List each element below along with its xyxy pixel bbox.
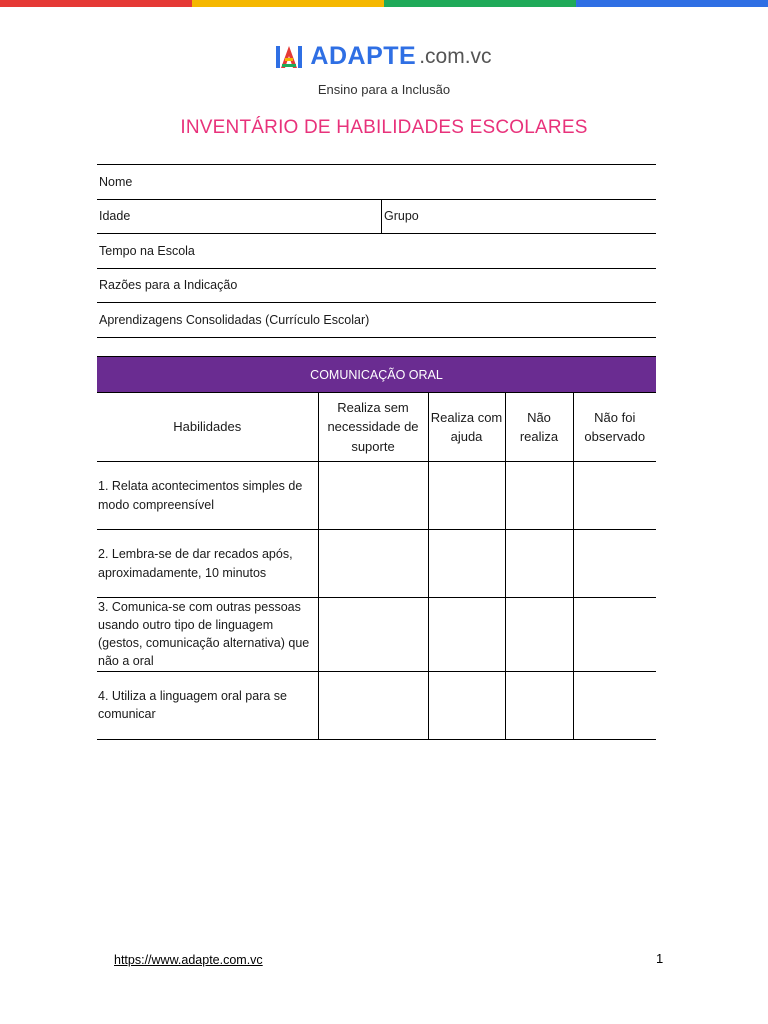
top-bar-blue [576, 0, 768, 7]
label-grupo[interactable]: Grupo [384, 209, 419, 224]
checkbox-cell[interactable] [318, 462, 428, 530]
column-header: Não realiza [505, 393, 573, 462]
checkbox-cell[interactable] [428, 598, 505, 672]
logo-mark-icon [276, 44, 302, 70]
checkbox-cell[interactable] [318, 671, 428, 739]
checkbox-cell[interactable] [573, 530, 656, 598]
checkbox-cell[interactable] [573, 462, 656, 530]
info-row-idade-grupo [97, 200, 656, 235]
logo-domain: .com.vc [419, 44, 492, 68]
top-bar-red [0, 0, 192, 7]
skills-table [97, 356, 656, 740]
document-title: INVENTÁRIO DE HABILIDADES ESCOLARES [180, 117, 588, 138]
top-color-bar [0, 0, 768, 7]
skill-row [97, 462, 656, 530]
skill-label: 3. Comunica-se com outras pessoas usando outro tipo de linguagem (gestos, comunicação alternativa) que não a oral [97, 598, 318, 672]
top-bar-yellow [192, 0, 384, 7]
skill-row [97, 598, 656, 672]
logo [0, 42, 768, 71]
info-row-nome [97, 165, 656, 200]
label-razoes[interactable]: Razões para a Indicação [99, 278, 238, 293]
skill-label: 2. Lembra-se de dar recados após, aproximadamente, 10 minutos [97, 530, 318, 598]
checkbox-cell[interactable] [428, 462, 505, 530]
skill-label: 4. Utiliza a linguagem oral para se comunicar [97, 671, 318, 739]
skill-label: 1. Relata acontecimentos simples de modo compreensível [97, 462, 318, 530]
info-row-aprendizagens [97, 303, 656, 338]
checkbox-cell[interactable] [505, 598, 573, 672]
page-number: 1 [656, 951, 664, 966]
info-row-tempo [97, 234, 656, 269]
column-header: Realiza sem necessidade de suporte [318, 393, 428, 462]
label-nome[interactable]: Nome [99, 174, 133, 189]
checkbox-cell[interactable] [428, 530, 505, 598]
top-bar-green [384, 0, 576, 7]
logo-brand: ADAPTE [310, 42, 417, 70]
checkbox-cell[interactable] [505, 671, 573, 739]
column-header: Não foi observado [573, 393, 656, 462]
skill-row [97, 671, 656, 739]
checkbox-cell[interactable] [505, 462, 573, 530]
checkbox-cell[interactable] [428, 671, 505, 739]
checkbox-cell[interactable] [573, 598, 656, 672]
checkbox-cell[interactable] [573, 671, 656, 739]
column-header: Realiza com ajuda [428, 393, 505, 462]
column-header: Habilidades [97, 393, 318, 462]
skill-row [97, 530, 656, 598]
footer-website-link[interactable]: https://www.adapte.com.vc [114, 953, 263, 967]
section-title: COMUNICAÇÃO ORAL [97, 357, 656, 393]
student-info-form [97, 164, 656, 338]
label-idade[interactable]: Idade [97, 200, 382, 234]
checkbox-cell[interactable] [505, 530, 573, 598]
label-aprendizagens[interactable]: Aprendizagens Consolidadas (Currículo Escolar) [99, 312, 370, 327]
tagline: Ensino para a Inclusão [317, 82, 451, 97]
label-tempo-escola[interactable]: Tempo na Escola [99, 243, 195, 258]
info-row-razoes [97, 269, 656, 304]
checkbox-cell[interactable] [318, 530, 428, 598]
checkbox-cell[interactable] [318, 598, 428, 672]
